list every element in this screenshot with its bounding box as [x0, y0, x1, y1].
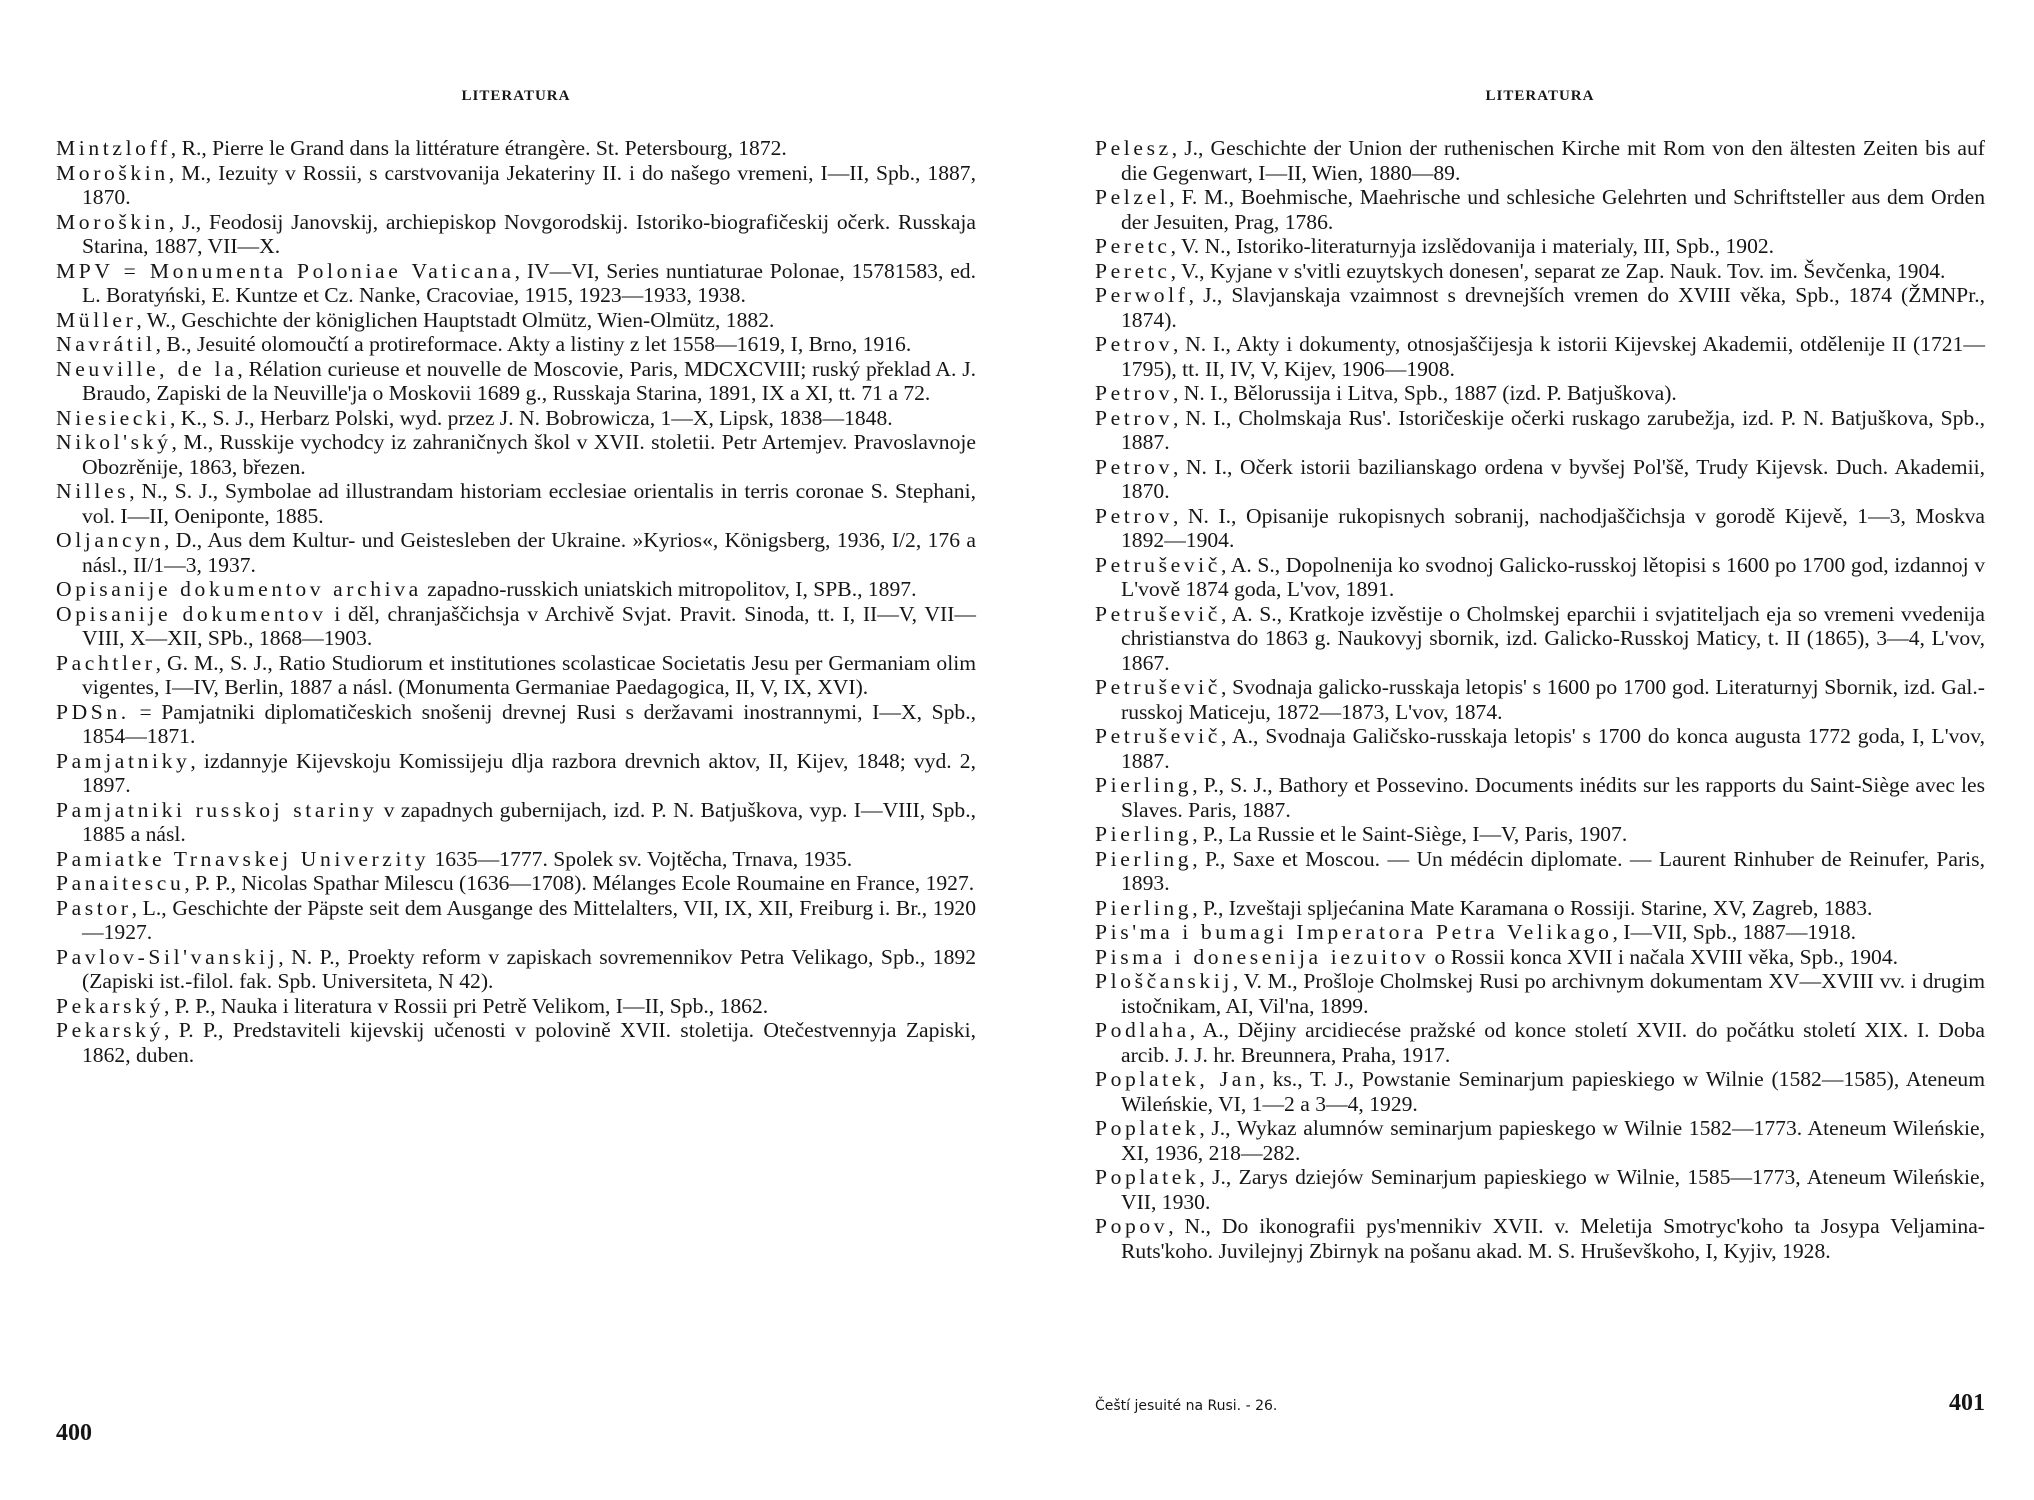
entry-author: Petruševič	[1095, 724, 1221, 748]
bibliography-entry	[56, 528, 976, 577]
entry-text: , V. M., Prošloje Cholmskej Rusi po archivnym dokumentam XV—XVIII vv. i drugim istočnikam, AI, Vil'na, 1899.	[1121, 969, 1985, 1018]
entry-author: Pierling	[1095, 846, 1193, 871]
bibliography-entry	[1095, 773, 1985, 822]
bibliography-entry	[1095, 724, 1985, 773]
bibliography-entry	[1095, 675, 1985, 724]
entry-author: Opisanije dokumentov archiva	[56, 577, 422, 601]
entry-text: , W., Geschichte der königlichen Hauptstadt Olmütz, Wien-Olmütz, 1882.	[136, 307, 775, 332]
entry-text: , IV—VI, Series nuntiaturae Polonae, 15781583, ed. L. Boratyński, E. Kuntze et Cz. Nanke, Cracoviae, 1915, 1923—1933, 1938.	[82, 258, 976, 307]
entry-text: , B., Jesuité olomoučtí a protireformace. Akty a listiny z let 1558—1619, I, Brno, 1916.	[155, 332, 912, 356]
bibliography-entry	[1095, 1116, 1985, 1165]
entry-text: , Svodnaja galicko-russkaja letopis' s 1600 po 1700 god. Literaturnyj Sbornik, izd. Gal.-russkoj Maticeju, 1872—1873, L'vov, 1874.	[1121, 675, 1985, 724]
entry-text: , G. M., S. J., Ratio Studiorum et institutiones scolasticae Societatis Jesu per Germaniam olim vigentes, I—IV, Berlin, 1887 a násl. (Monumenta Germaniae Paedagogica, II, V, IX, XVI).	[82, 650, 976, 699]
entry-text: , P. P., Nauka i literatura v Rossii pri Petrě Velikom, I—II, Spb., 1862.	[163, 993, 769, 1018]
bibliography-entry	[56, 406, 976, 431]
running-head: LITERATURA	[461, 88, 571, 104]
entry-author: Pamjatniky	[56, 748, 191, 773]
bibliography-entry	[56, 700, 976, 749]
entry-author: Moroškin	[56, 209, 169, 234]
entry-author: Podlaha	[1095, 1018, 1190, 1042]
entry-text: , P. P., Predstaviteli kijevskij učenosti v polovině XVII. stoletija. Otečestvennyja Zapiski, 1862, duben.	[82, 1018, 976, 1067]
bibliography-entry	[56, 136, 976, 161]
entry-author: Petrov	[1095, 381, 1173, 405]
entry-text: , N., S. J., Symbolae ad illustrandam historiam ecclesiae orientalis in terris coronae S. Stephani, vol. I—II, Oeniponte, 1885.	[82, 479, 976, 528]
entry-author: MPV = Monumenta Poloniae Vaticana	[56, 258, 515, 283]
entry-text: 1635—1777. Spolek sv. Vojtěcha, Trnava, 1935.	[429, 846, 853, 871]
entry-text: , N. I., Akty i dokumenty, otnosjaščijesja k istorii Kijevskej Akademii, otdělenije II (1721—1795), tt. II, IV, V, Kijev, 1906—1908.	[1121, 332, 1985, 381]
entry-text: , N. I., Opisanije rukopisnych sobranij, nachodjaščichsja v gorodě Kijevě, 1—3, Moskva 1892—1904.	[1121, 503, 1985, 552]
entry-text: , R., Pierre le Grand dans la littérature étrangère. St. Petersbourg, 1872.	[170, 136, 787, 160]
bibliography-list	[1095, 136, 1985, 1263]
entry-text: , V. N., Istoriko-literaturnyja izslědovanija i materialy, III, Spb., 1902.	[1170, 234, 1775, 258]
entry-author: Pavlov-Sil'vanskij	[56, 944, 279, 969]
entry-author: Petrov	[1095, 332, 1173, 356]
entry-text: , A. S., Kratkoje izvěstije o Cholmskej eparchii i svjatiteljach eja so vremeni vvedenija christianstva do 1863 g. Naukovyj sbornik, izd. Galicko-Russkoj Maticy, t. II (1865), 3—4, L'vov, 1867.	[1121, 601, 1985, 675]
entry-text: o Rossii konca XVII i načala XVIII věka, Spb., 1904.	[1429, 944, 1899, 969]
bibliography-entry	[56, 577, 976, 602]
entry-author: Petrov	[1095, 405, 1173, 430]
entry-author: Poplatek, Jan	[1095, 1067, 1260, 1091]
entry-author: Pis'ma i bumagi Imperatora Petra Velikago	[1095, 920, 1613, 944]
bibliography-entry	[1095, 920, 1985, 945]
entry-text: , N., Do ikonografii pys'mennikiv XVII. v. Meletija Smotryc'koho ta Josypa Veljamina-Ruts'koho. Juvilejnyj Zbirnyk na pošanu akad. M. S. Hruševškoho, I, Kyjiv, 1928.	[1121, 1214, 1985, 1263]
bibliography-entry	[1095, 1018, 1985, 1067]
bibliography-entry	[1095, 822, 1985, 847]
entry-text: , ks., T. J., Powstanie Seminarjum papieskiego w Wilnie (1582—1585), Ateneum Wileńskie, VI, 1—2 a 3—4, 1929.	[1121, 1067, 1985, 1116]
bibliography-entry	[1095, 945, 1985, 970]
entry-author: Nikol'ský	[56, 430, 172, 454]
bibliography-entry	[56, 1018, 976, 1067]
entry-author: Pamiatke Trnavskej Univerzity	[56, 846, 430, 871]
entry-author: Pelzel	[1095, 185, 1170, 209]
bibliography-entry	[1095, 969, 1985, 1018]
entry-author: Moroškin	[56, 160, 169, 185]
entry-author: Petrov	[1095, 503, 1173, 528]
entry-text: , D., Aus dem Kultur- und Geistesleben der Ukraine. »Kyrios«, Königsberg, 1936, I/2, 176 a násl., II/1—3, 1937.	[82, 528, 976, 577]
entry-text: , P. P., Nicolas Spathar Milescu (1636—1708). Mélanges Ecole Roumaine en France, 1927.	[184, 871, 975, 895]
bibliography-entry	[56, 749, 976, 798]
entry-author: Petruševič	[1095, 675, 1221, 699]
bibliography-entry	[56, 847, 976, 872]
entry-text: zapadno-russkich uniatskich mitropolitov, I, SPB., 1897.	[421, 577, 917, 601]
entry-author: Pamjatniki russkoj stariny	[56, 797, 378, 822]
entry-author: Pastor	[56, 895, 132, 920]
entry-author: Pekarský	[56, 993, 164, 1018]
entry-text: , A., Dějiny arcidiecése pražské od konce století XVII. do počátku století XIX. I. Doba arcib. J. J. hr. Breunnera, Praha, 1917.	[1121, 1018, 1985, 1067]
entry-text: , J., Wykaz alumnów seminarjum papieskego w Wilnie 1582—1773. Ateneum Wileńskie, XI, 1936, 218—282.	[1121, 1116, 1985, 1165]
entry-text: , P., Izveštaji spljećanina Mate Karamana o Rossiji. Starine, XV, Zagreb, 1883.	[1192, 895, 1873, 920]
bibliography-entry	[1095, 332, 1985, 381]
entry-text: , V., Kyjane v s'vitli ezuytskych donesen', separat ze Zap. Nauk. Tov. im. Ševčenka, 1904.	[1170, 258, 1946, 283]
entry-author: Pachtler	[56, 650, 156, 675]
entry-author: Neuville, de la	[56, 356, 238, 381]
entry-text: , Rélation curieuse et nouvelle de Moscovie, Paris, MDCXCVIII; ruský překlad A. J. Braudo, Zapiski de la Neuville'ja o Moskovii 1689 g., Russkaja Starina, 1891, IX a XI, tt. 71 a 72.	[82, 356, 977, 405]
entry-author: Peretc	[1095, 258, 1171, 283]
entry-author: PDSn.	[56, 699, 130, 724]
entry-text: , N. I., Bělorussija i Litva, Spb., 1887 (izd. P. Batjuškova).	[1172, 381, 1677, 405]
entry-author: Niesiecki	[56, 405, 170, 430]
bibliography-entry	[1095, 553, 1985, 602]
entry-text: , P., S. J., Bathory et Possevino. Documents inédits sur les rapports du Saint-Siège avec les Slaves. Paris, 1887.	[1121, 773, 1985, 822]
bibliography-entry	[56, 896, 976, 945]
bibliography-entry	[1095, 136, 1985, 185]
entry-author: Nilles	[56, 479, 130, 503]
entry-text: , N. I., Očerk istorii bazilianskago ordena v byvšej Pol'šě, Trudy Kijevsk. Duch. Akademii, 1870.	[1121, 454, 1985, 503]
entry-text: , F. M., Boehmische, Maehrische und schlesiche Gelehrten und Schriftsteller aus dem Orden der Jesuiten, Prag, 1786.	[1121, 185, 1985, 234]
entry-text: , I—VII, Spb., 1887—1918.	[1612, 920, 1857, 944]
bibliography-entry	[1095, 1067, 1985, 1116]
bibliography-entry	[1095, 283, 1985, 332]
entry-text: , N. I., Cholmskaja Rus'. Istoričeskije očerki ruskago zarubežja, izd. P. N. Batjuškova, Spb., 1887.	[1121, 405, 1985, 454]
entry-text: v zapadnych gubernijach, izd. P. N. Batjuškova, vyp. I—VIII, Spb., 1885 a násl.	[82, 797, 976, 846]
entry-author: Müller	[56, 307, 137, 332]
entry-text: , J., Slavjanskaja vzaimnost s drevnejších vremen do XVIII věka, Spb., 1874 (ŽMNPr., 1874).	[1121, 283, 1985, 332]
entry-author: Poplatek	[1095, 1165, 1200, 1189]
bibliography-entry	[56, 332, 976, 357]
entry-text: , M., Iezuity v Rossii, s carstvovanija Jekateriny II. i do našego vremeni, I—II, Spb., 1887, 1870.	[82, 160, 976, 209]
bibliography-entry	[56, 994, 976, 1019]
bibliography-entry	[1095, 455, 1985, 504]
entry-author: Ploščanskij	[1095, 969, 1233, 993]
bibliography-entry	[1095, 185, 1985, 234]
entry-text: , A. S., Dopolnenija ko svodnoj Galicko-russkoj lětopisi s 1600 po 1700 god, izdannoj v L'vově 1874 goda, L'vov, 1891.	[1121, 552, 1985, 601]
bibliography-entry	[1095, 406, 1985, 455]
bibliography-entry	[56, 798, 976, 847]
printer-signature: Čeští jesuité na Rusi. - 26.	[1095, 1398, 1278, 1414]
bibliography-entry	[1095, 1165, 1985, 1214]
entry-text: = Pamjatniki diplomatičeskich snošenij drevnej Rusi s deržavami inostrannymi, I—X, Spb., 1854—1871.	[82, 699, 976, 748]
bibliography-entry	[56, 308, 976, 333]
entry-text: , K., S. J., Herbarz Polski, wyd. przez J. N. Bobrowicza, 1—X, Lipsk, 1838—1848.	[169, 405, 893, 430]
entry-author: Pelesz	[1095, 136, 1172, 160]
entry-author: Popov	[1095, 1214, 1169, 1238]
entry-text: , N. P., Proekty reform v zapiskach sovremennikov Petra Velikago, Spb., 1892 (Zapiski ist.-filol. fak. Spb. Universiteta, N 42).	[82, 944, 976, 993]
entry-text: , M., Russkije vychodcy iz zahraničnych škol v XVII. stoletii. Petr Artemjev. Pravoslavnoje Obozrěnije, 1863, březen.	[82, 430, 976, 479]
entry-author: Peretc	[1095, 234, 1171, 258]
bibliography-entry	[1095, 847, 1985, 896]
entry-text: , J., Geschichte der Union der ruthenischen Kirche mit Rom von den ältesten Zeiten bis auf die Gegenwart, I—II, Wien, 1880—89.	[1121, 136, 1985, 185]
right-page	[1095, 0, 1985, 1500]
bibliography-entry	[1095, 1214, 1985, 1263]
bibliography-entry	[1095, 602, 1985, 676]
bibliography-entry	[56, 871, 976, 896]
entry-author: Opisanije dokumentov	[56, 601, 327, 626]
entry-author: Pisma i donesenija iezuitov	[1095, 944, 1430, 969]
entry-author: Pekarský	[56, 1018, 164, 1042]
entry-author: Perwolf	[1095, 283, 1189, 307]
bibliography-entry	[1095, 234, 1985, 259]
bibliography-entry	[1095, 259, 1985, 284]
bibliography-entry	[56, 602, 976, 651]
bibliography-list	[56, 136, 976, 1067]
entry-text: , P., Saxe et Moscou. — Un médécin diplomate. — Laurent Rinhuber de Reinufer, Paris, 1893.	[1121, 846, 1985, 895]
entry-text: , L., Geschichte der Päpste seit dem Ausgange des Mittelalters, VII, IX, XII, Freiburg i. Br., 1920—1927.	[82, 895, 976, 944]
left-page	[56, 0, 976, 1500]
entry-author: Navrátil	[56, 332, 156, 356]
entry-author: Pierling	[1095, 773, 1193, 797]
bibliography-entry	[56, 651, 976, 700]
entry-text: , J., Zarys dziejów Seminarjum papieskiego w Wilnie, 1585—1773, Ateneum Wileńskie, VII, 1930.	[1121, 1165, 1985, 1214]
entry-text: , J., Feodosij Janovskij, archiepiskop Novgorodskij. Istoriko-biografičeskij očerk. Russkaja Starina, 1887, VII—X.	[82, 209, 976, 258]
bibliography-entry	[1095, 504, 1985, 553]
entry-author: Petrov	[1095, 454, 1173, 479]
entry-text: , P., La Russie et le Saint-Siège, I—V, Paris, 1907.	[1192, 822, 1628, 846]
entry-author: Oljancyn	[56, 528, 164, 552]
entry-author: Pierling	[1095, 895, 1193, 920]
entry-author: Petruševič	[1095, 552, 1221, 577]
bibliography-entry	[1095, 381, 1985, 406]
bibliography-entry	[56, 945, 976, 994]
bibliography-entry	[56, 357, 976, 406]
page-number: 400	[56, 1420, 92, 1446]
bibliography-entry	[56, 259, 976, 308]
entry-author: Panaitescu	[56, 871, 185, 895]
entry-text: , A., Svodnaja Galičsko-russkaja letopis' s 1700 do konca augusta 1772 goda, I, L'vov, 1887.	[1121, 724, 1985, 773]
entry-author: Petruševič	[1095, 601, 1221, 626]
bibliography-entry	[56, 210, 976, 259]
bibliography-entry	[56, 479, 976, 528]
entry-text: i děl, chranjaščichsja v Archivě Svjat. Pravit. Sinoda, tt. I, II—V, VII—VIII, X—XII, SPb., 1868—1903.	[82, 601, 976, 650]
bibliography-entry	[56, 430, 976, 479]
bibliography-entry	[56, 161, 976, 210]
entry-text: , izdannyje Kijevskoju Komissijeju dlja razbora drevnich aktov, II, Kijev, 1848; vyd. 2, 1897.	[82, 748, 976, 797]
running-head: LITERATURA	[1485, 88, 1595, 104]
entry-author: Mintzloff	[56, 136, 171, 160]
entry-author: Pierling	[1095, 822, 1193, 846]
entry-author: Poplatek	[1095, 1116, 1200, 1140]
page-number: 401	[1949, 1390, 1985, 1416]
bibliography-entry	[1095, 896, 1985, 921]
